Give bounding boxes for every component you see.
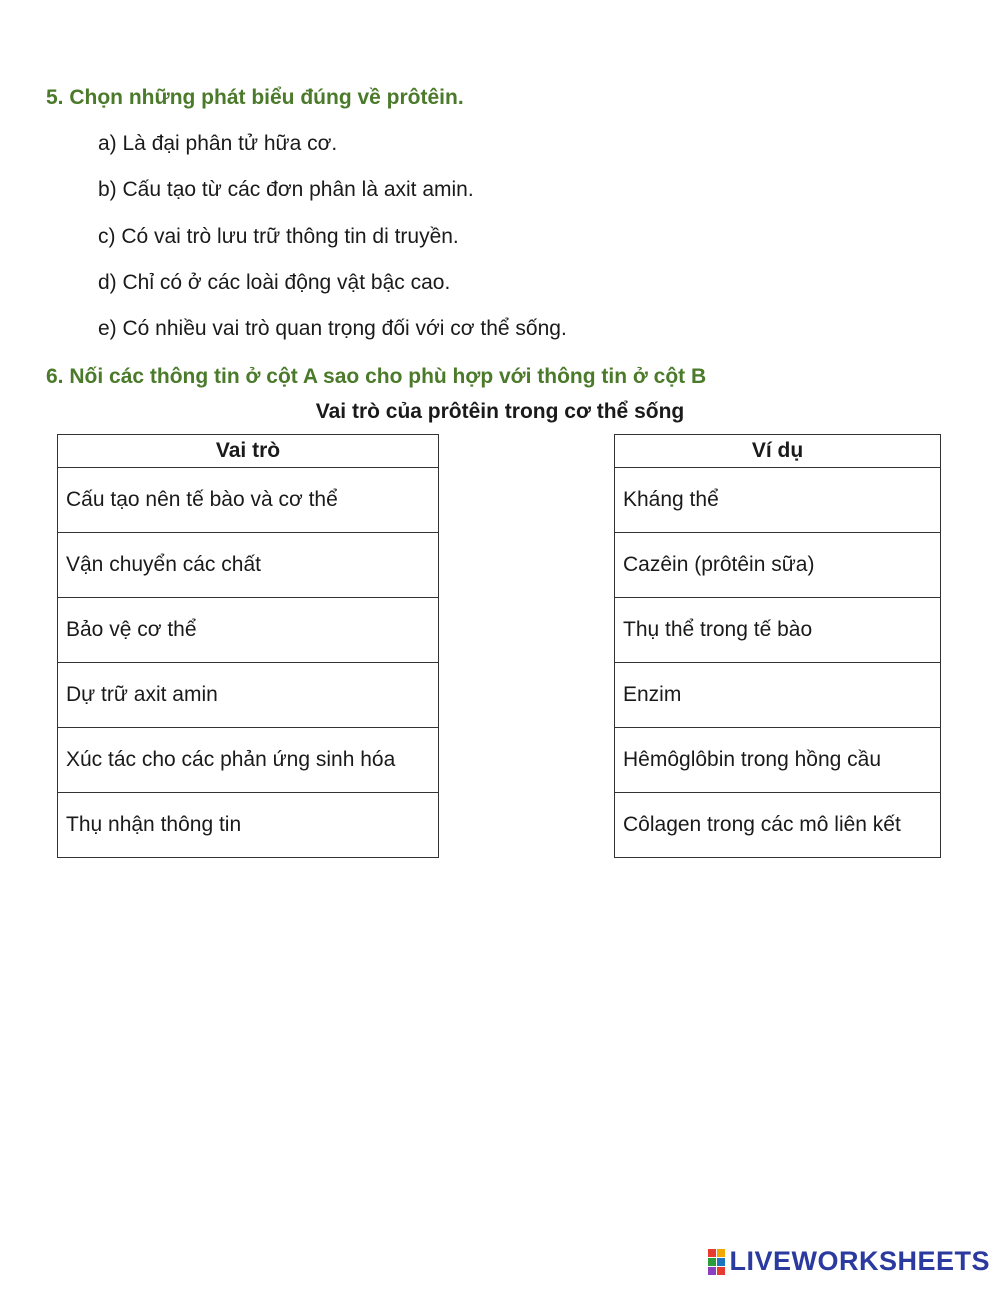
column-b-item[interactable]: Hêmôglôbin trong hồng cầu: [615, 728, 941, 793]
column-a-item[interactable]: Xúc tác cho các phản ứng sinh hóa: [58, 728, 439, 793]
liveworksheets-logo-icon: [708, 1249, 725, 1275]
q5-option-d: d) Chỉ có ở các loài động vật bậc cao.: [98, 271, 451, 294]
q5-option-b: b) Cấu tạo từ các đơn phân là axit amin.: [98, 178, 474, 201]
column-b-item[interactable]: Kháng thể: [615, 468, 941, 533]
column-b-header: Ví dụ: [615, 435, 941, 468]
liveworksheets-logo[interactable]: [708, 1246, 990, 1277]
question-5-title: 5. Chọn những phát biểu đúng về prôtêin.: [46, 86, 464, 109]
column-a-item[interactable]: Vận chuyển các chất: [58, 533, 439, 598]
column-b-item[interactable]: Cazêin (prôtêin sữa): [615, 533, 941, 598]
question-6-title: 6. Nối các thông tin ở cột A sao cho phù hợp với thông tin ở cột B: [46, 365, 707, 388]
table-caption: Vai trò của prôtêin trong cơ thể sống: [315, 400, 685, 423]
column-b-item[interactable]: Côlagen trong các mô liên kết: [615, 793, 941, 858]
column-b-item[interactable]: Enzim: [615, 663, 941, 728]
liveworksheets-brand: LIVEWORKSHEETS: [729, 1246, 990, 1276]
q5-option-a: a) Là đại phân tử hữa cơ.: [98, 132, 338, 155]
q5-option-e: e) Có nhiều vai trò quan trọng đối với cơ thể sống.: [98, 317, 567, 340]
column-b-table: [614, 434, 941, 858]
column-a-header: Vai trò: [58, 435, 439, 468]
column-a-item[interactable]: Cấu tạo nên tế bào và cơ thể: [58, 468, 439, 533]
column-a-item[interactable]: Bảo vệ cơ thể: [58, 598, 439, 663]
q5-option-c: c) Có vai trò lưu trữ thông tin di truyền.: [98, 225, 459, 248]
column-b-item[interactable]: Thụ thể trong tế bào: [615, 598, 941, 663]
column-a-table: [57, 434, 439, 858]
column-a-item[interactable]: Thụ nhận thông tin: [58, 793, 439, 858]
column-a-item[interactable]: Dự trữ axit amin: [58, 663, 439, 728]
